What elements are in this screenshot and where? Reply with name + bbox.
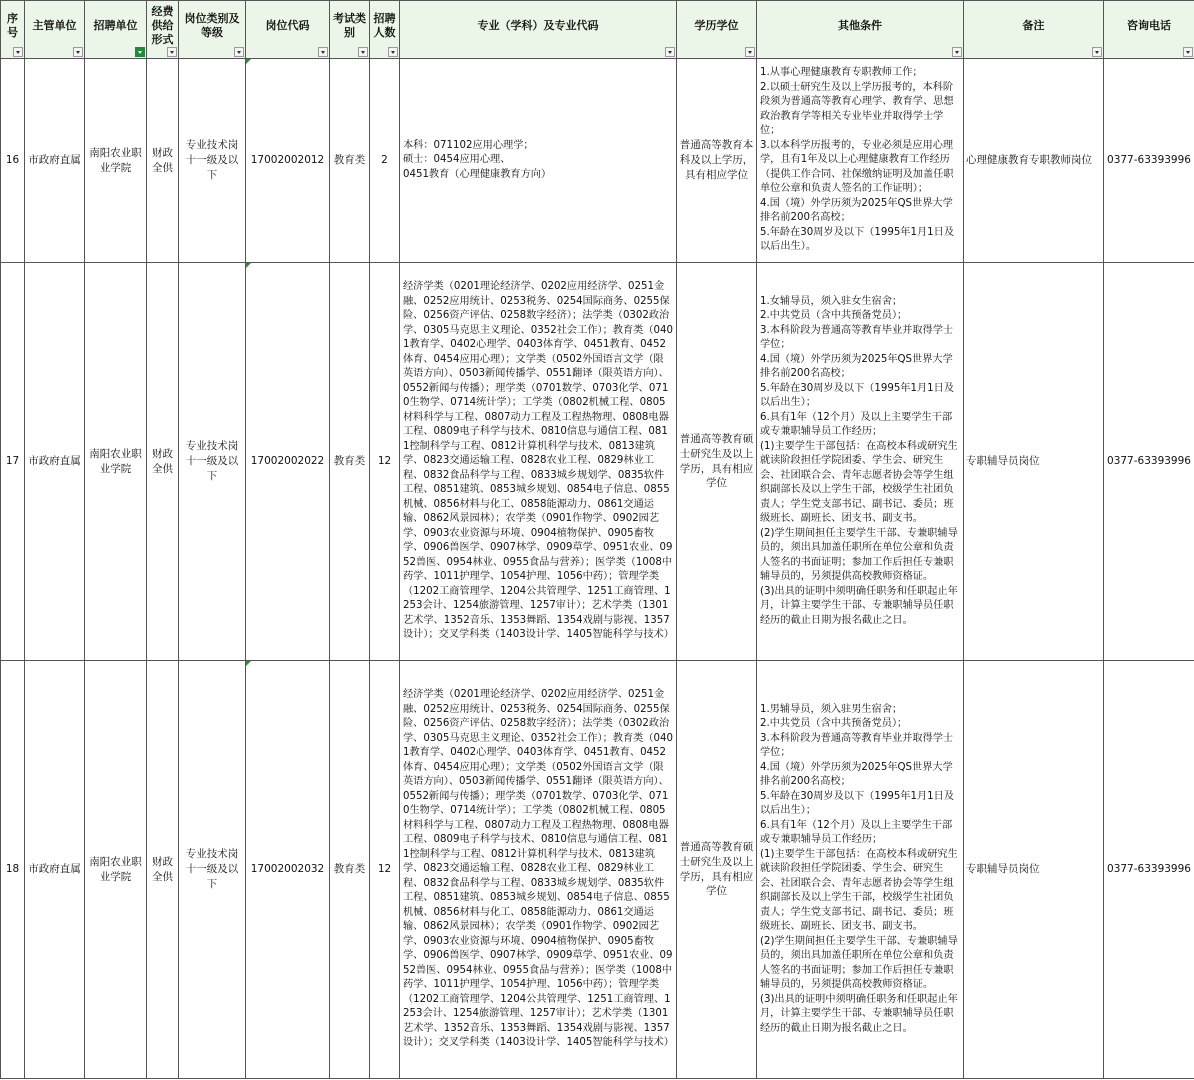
cell-exam-type[interactable]: 教育类 xyxy=(330,59,370,263)
cell-seq[interactable]: 16 xyxy=(1,59,25,263)
cell-major[interactable]: 本科：071102应用心理学； 硕士：0454应用心理、 0451教育（心理健康教育方向） xyxy=(400,59,677,263)
cell-phone[interactable]: 0377-63393996 xyxy=(1104,59,1194,263)
header-count: 招聘人数 xyxy=(370,1,400,59)
filter-dropdown-icon[interactable] xyxy=(388,47,398,57)
cell-major[interactable]: 经济学类（0201理论经济学、0202应用经济学、0251金融、0252应用统计、0253税务、0254国际商务、0255保险、0256资产评估、0258数字经济）；法学类（0302政治学、0305马克思主义理论、0352社会工作）；教育类（0401教育学、0402心理学、0403体育学、0451教育、0452体育、0454应用心理）；文学类（0502外国语言文学（限英语方向）、0503新闻传播学、0551翻译（限英语方向）、0552新闻与传播）；理学类（0701数学、0703化学、0710生物学、0714统计学）；工学类（0802机械工程、0805材料科学与工程、0807动力工程及工程热物理、0808电器工程、0809电子科学与技术、0810信息与通信工程、0811控制科学与工程、0812计算机科学与技术、0813建筑学、0823交通运输工程、0828农业工程、0829林业工程、0832食品科学与工程、0833城乡规划学、0835软件工程、0851建筑、0853城乡规划、0854电子信息、0855机械、0856材料与化工、0858能源动力、0861交通运输、0862风景园林）；农学类（0901作物学、0902园艺学、0903农业资源与环境、0904植物保护、0905畜牧学、0906兽医学、0907林学、0909草学、0951农业、0952兽医、0954林业、0955食品与营养）；医学类（1008中药学、1011护理学、1054护理、1056中药）；管理学类（1202工商管理学、1204公共管理学、1251工商管理、1253会计、1254旅游管理、1257审计）；艺术学类（1301艺术学、1352音乐、1353舞蹈、1354戏剧与影视、1357设计）；交叉学科类（1403设计学、1405智能科学与技术） xyxy=(400,661,677,1079)
filter-dropdown-icon[interactable] xyxy=(73,47,83,57)
table-row xyxy=(1,263,1194,661)
text-number-marker-icon xyxy=(246,263,251,268)
filter-dropdown-icon[interactable] xyxy=(1092,47,1102,57)
header-seq: 序号 xyxy=(1,1,25,59)
cell-phone[interactable]: 0377-63393996 xyxy=(1104,263,1194,661)
header-edu: 学历学位 xyxy=(677,1,757,59)
filter-dropdown-icon[interactable] xyxy=(665,47,675,57)
text-number-marker-icon xyxy=(246,59,251,64)
cell-note[interactable]: 专职辅导员岗位 xyxy=(964,661,1104,1079)
cell-cond[interactable]: 1.男辅导员，须入驻男生宿舍； 2.中共党员（含中共预备党员）； 3.本科阶段为普通高等教育毕业并取得学士学位； 4.国（境）外学历须为2025年QS世界大学排名前200名高校； 5.年龄在30周岁及以下（1995年1月1日及以后出生）； 6.具有1年（12个月）及以上主要学生干部或专兼职辅导员工作经历； (1)主要学生干部包括：在高校本科或研究生就读阶段担任学院团委、学生会、研究生会、社团联合会、青年志愿者协会等学生组织副部长及以上学生干部，校级学生社团负责人；学生党支部书记、副书记、委员；班级班长、副班长、团支书、副支书。 (2)学生期间担任主要学生干部、专兼职辅导员的，须出具加盖任职所在单位公章和负责人签名的书面证明；参加工作后担任专兼职辅导员的，另须提供高校教师资格证。 (3)出具的证明中须明确任职务和任职起止年月，计算主要学生干部、专兼职辅导员任职经历的截止日期为报名截止之日。 xyxy=(757,661,964,1079)
cell-funding[interactable]: 财政全供 xyxy=(147,263,179,661)
cell-unit[interactable]: 南阳农业职业学院 xyxy=(85,661,147,1079)
header-dept: 主管单位 xyxy=(25,1,85,59)
cell-post-type[interactable]: 专业技术岗十一级及以下 xyxy=(179,263,246,661)
cell-cond[interactable]: 1.从事心理健康教育专职教师工作； 2.以硕士研究生及以上学历报考的，本科阶段须为普通高等教育心理学、教育学、思想政治教育学等相关专业毕业并取得学士学位； 3.以本科学历报考的，专业必须是应用心理学，且有1年及以上心理健康教育工作经历（提供工作合同、社保缴纳证明及加盖任职单位公章和负责人签名的工作证明）； 4.国（境）外学历须为2025年QS世界大学排名前200名高校； 5.年龄在30周岁及以下（1995年1月1日及以后出生）。 xyxy=(757,59,964,263)
header-row xyxy=(1,1,1194,59)
cell-post-code-text: 17002002032 xyxy=(250,863,325,876)
cell-count[interactable]: 12 xyxy=(370,661,400,1079)
filter-dropdown-icon[interactable] xyxy=(1183,47,1193,57)
header-major: 专业（学科）及专业代码 xyxy=(400,1,677,59)
table-row xyxy=(1,661,1194,1079)
filter-dropdown-icon[interactable] xyxy=(167,47,177,57)
cell-unit[interactable]: 南阳农业职业学院 xyxy=(85,59,147,263)
cell-edu[interactable]: 普通高等教育硕士研究生及以上学历，具有相应学位 xyxy=(677,263,757,661)
cell-seq[interactable]: 18 xyxy=(1,661,25,1079)
cell-post-code[interactable] xyxy=(246,263,330,661)
filter-dropdown-icon[interactable] xyxy=(358,47,368,57)
table-row xyxy=(1,59,1194,263)
header-funding: 经费供给形式 xyxy=(147,1,179,59)
cell-major[interactable]: 经济学类（0201理论经济学、0202应用经济学、0251金融、0252应用统计、0253税务、0254国际商务、0255保险、0256资产评估、0258数字经济）；法学类（0302政治学、0305马克思主义理论、0352社会工作）；教育类（0401教育学、0402心理学、0403体育学、0451教育、0452体育、0454应用心理）；文学类（0502外国语言文学（限英语方向）、0503新闻传播学、0551翻译（限英语方向）、0552新闻与传播）；理学类（0701数学、0703化学、0710生物学、0714统计学）；工学类（0802机械工程、0805材料科学与工程、0807动力工程及工程热物理、0808电器工程、0809电子科学与技术、0810信息与通信工程、0811控制科学与工程、0812计算机科学与技术、0813建筑学、0823交通运输工程、0828农业工程、0829林业工程、0832食品科学与工程、0833城乡规划学、0835软件工程、0851建筑、0853城乡规划、0854电子信息、0855机械、0856材料与化工、0858能源动力、0861交通运输、0862风景园林）；农学类（0901作物学、0902园艺学、0903农业资源与环境、0904植物保护、0905畜牧学、0906兽医学、0907林学、0909草学、0951农业、0952兽医、0954林业、0955食品与营养）；医学类（1008中药学、1011护理学、1054护理、1056中药）；管理学类（1202工商管理学、1204公共管理学、1251工商管理、1253会计、1254旅游管理、1257审计）；艺术学类（1301艺术学、1352音乐、1353舞蹈、1354戏剧与影视、1357设计）；交叉学科类（1403设计学、1405智能科学与技术） xyxy=(400,263,677,661)
filter-dropdown-icon[interactable] xyxy=(234,47,244,57)
cell-dept[interactable]: 市政府直属 xyxy=(25,661,85,1079)
header-unit: 招聘单位 xyxy=(85,1,147,59)
cell-edu[interactable]: 普通高等教育本科及以上学历，具有相应学位 xyxy=(677,59,757,263)
cell-dept[interactable]: 市政府直属 xyxy=(25,59,85,263)
filter-active-icon[interactable] xyxy=(135,47,145,57)
cell-exam-type[interactable]: 教育类 xyxy=(330,263,370,661)
cell-edu[interactable]: 普通高等教育硕士研究生及以上学历，具有相应学位 xyxy=(677,661,757,1079)
header-post-code: 岗位代码 xyxy=(246,1,330,59)
cell-count[interactable]: 12 xyxy=(370,263,400,661)
cell-post-type[interactable]: 专业技术岗十一级及以下 xyxy=(179,661,246,1079)
filter-dropdown-icon[interactable] xyxy=(952,47,962,57)
cell-note[interactable]: 心理健康教育专职教师岗位 xyxy=(964,59,1104,263)
cell-count[interactable]: 2 xyxy=(370,59,400,263)
cell-funding[interactable]: 财政全供 xyxy=(147,59,179,263)
cell-post-code[interactable] xyxy=(246,59,330,263)
cell-cond[interactable]: 1.女辅导员，须入驻女生宿舍； 2.中共党员（含中共预备党员）； 3.本科阶段为普通高等教育毕业并取得学士学位； 4.国（境）外学历须为2025年QS世界大学排名前200名高校； 5.年龄在30周岁及以下（1995年1月1日及以后出生）； 6.具有1年（12个月）及以上主要学生干部或专兼职辅导员工作经历； (1)主要学生干部包括：在高校本科或研究生就读阶段担任学院团委、学生会、研究生会、社团联合会、青年志愿者协会等学生组织副部长及以上学生干部，校级学生社团负责人；学生党支部书记、副书记、委员；班级班长、副班长、团支书、副支书。 (2)学生期间担任主要学生干部、专兼职辅导员的，须出具加盖任职所在单位公章和负责人签名的书面证明；参加工作后担任专兼职辅导员的，另须提供高校教师资格证。 (3)出具的证明中须明确任职务和任职起止年月，计算主要学生干部、专兼职辅导员任职经历的截止日期为报名截止之日。 xyxy=(757,263,964,661)
header-note: 备注 xyxy=(964,1,1104,59)
cell-dept[interactable]: 市政府直属 xyxy=(25,263,85,661)
filter-dropdown-icon[interactable] xyxy=(745,47,755,57)
header-post-type: 岗位类别及等级 xyxy=(179,1,246,59)
cell-unit[interactable]: 南阳农业职业学院 xyxy=(85,263,147,661)
header-exam-type: 考试类别 xyxy=(330,1,370,59)
cell-seq[interactable]: 17 xyxy=(1,263,25,661)
cell-post-code-text: 17002002022 xyxy=(250,455,325,468)
cell-funding[interactable]: 财政全供 xyxy=(147,661,179,1079)
filter-dropdown-icon[interactable] xyxy=(13,47,23,57)
header-cond: 其他条件 xyxy=(757,1,964,59)
header-phone: 咨询电话 xyxy=(1104,1,1194,59)
cell-post-type[interactable]: 专业技术岗十一级及以下 xyxy=(179,59,246,263)
cell-post-code-text: 17002002012 xyxy=(250,154,325,167)
text-number-marker-icon xyxy=(246,661,251,666)
cell-phone[interactable]: 0377-63393996 xyxy=(1104,661,1194,1079)
cell-note[interactable]: 专职辅导员岗位 xyxy=(964,263,1104,661)
filter-dropdown-icon[interactable] xyxy=(318,47,328,57)
cell-exam-type[interactable]: 教育类 xyxy=(330,661,370,1079)
cell-post-code[interactable] xyxy=(246,661,330,1079)
